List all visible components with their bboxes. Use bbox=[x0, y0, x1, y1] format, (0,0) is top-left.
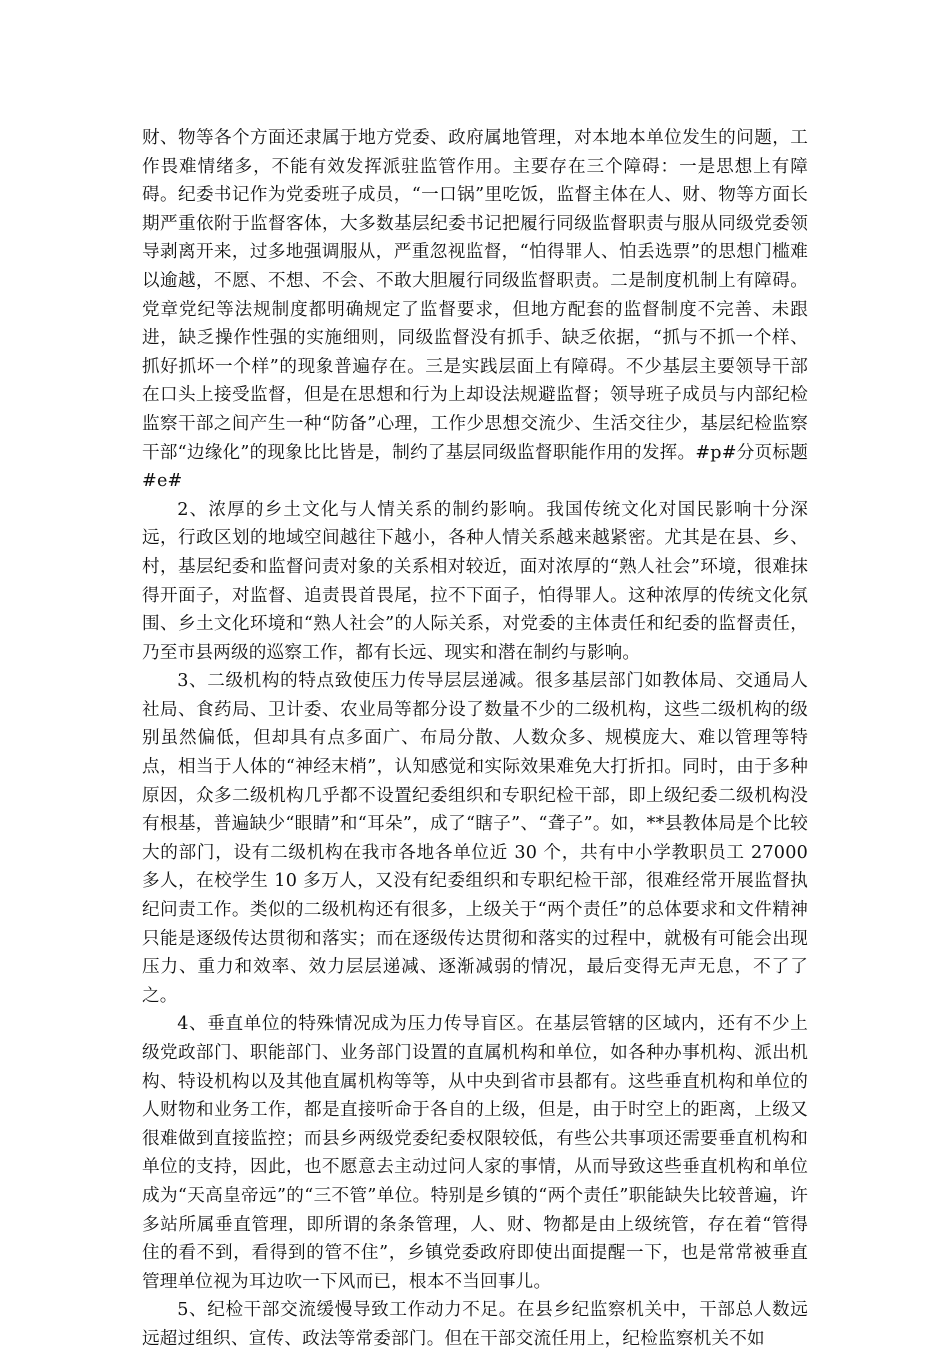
document-page bbox=[142, 124, 808, 1354]
paragraph-3: 3、二级机构的特点致使压力传导层层递减。很多基层部门如教体局、交通局人社局、食药局、卫计委、农业局等都分设了数量不少的二级机构，这些二级机构的级别虽然偏低，但却具有点多面广、布局分散、人数众多、规模庞大、难以管理等特点，相当于人体的“神经末梢”，认知感觉和实际效果难免大打折扣。同时，由于多种原因，众多二级机构几乎都不设置纪委组织和专职纪检干部，即上级纪委二级机构没有根基，普遍缺少“眼睛”和“耳朵”，成了“瞎子”、“聋子”。如，**县教体局是个比较大的部门，设有二级机构在我市各地各单位近 30 个，共有中小学教职员工 27000 多人，在校学生 10 多万人，又没有纪委组织和专职纪检干部，很难经常开展监督执纪问责工作。类似的二级机构还有很多，上级关于“两个责任”的总体要求和文件精神只能是逐级传达贯彻和落实；而在逐级传达贯彻和落实的过程中，就极有可能会出现压力、重力和效率、效力层层递减、逐渐减弱的情况，最后变得无声无息，不了了之。 bbox=[142, 671, 808, 1006]
paragraph-4: 4、垂直单位的特殊情况成为压力传导盲区。在基层管辖的区域内，还有不少上级党政部门、职能部门、业务部门设置的直属机构和单位，如各种办事机构、派出机构、特设机构以及其他直属机构等等，从中央到省市县都有。这些垂直机构和单位的人财物和业务工作，都是直接听命于各自的上级，但是，由于时空上的距离，上级又很难做到直接监控；而县乡两级党委纪委权限较低，有些公共事项还需要垂直机构和单位的支持，因此，也不愿意去主动过问人家的事情，从而导致这些垂直机构和单位成为“天高皇帝远”的“三不管”单位。特别是乡镇的“两个责任”职能缺失比较普遍，许多站所属垂直管理，即所谓的条条管理，人、财、物都是由上级统管，存在着“管得住的看不到，看得到的管不住”，乡镇党委政府即使出面提醒一下，也是常常被垂直管理单位视为耳边吹一下风而已，根本不当回事儿。 bbox=[142, 1014, 808, 1292]
paragraph-5: 5、纪检干部交流缓慢导致工作动力不足。在县乡纪监察机关中，干部总人数远远超过组织、宣传、政法等常委部门。但在干部交流任用上，纪检监察机关不如 bbox=[142, 1300, 808, 1349]
paragraph-continued: 财、物等各个方面还隶属于地方党委、政府属地管理，对本地本单位发生的问题，工作畏难情绪多，不能有效发挥派驻监管作用。主要存在三个障碍：一是思想上有障碍。纪委书记作为党委班子成员，“一口锅”里吃饭，监督主体在人、财、物等方面长期严重依附于监督客体，大多数基层纪委书记把履行同级监督职责与服从同级党委领导剥离开来，过多地强调服从，严重忽视监督，“怕得罪人、怕丢选票”的思想门槛难以逾越，不愿、不想、不会、不敢大胆履行同级监督职责。二是制度机制上有障碍。党章党纪等法规制度都明确规定了监督要求，但地方配套的监督制度不完善、未跟进，缺乏操作性强的实施细则，同级监督没有抓手、缺乏依据，“抓与不抓一个样、抓好抓坏一个样”的现象普遍存在。三是实践层面上有障碍。不少基层主要领导干部在口头上接受监督，但是在思想和行为上却设法规避监督；领导班子成员与内部纪检监察干部之间产生一种“防备”心理，工作少思想交流少、生活交往少，基层纪检监察干部“边缘化”的现象比比皆是，制约了基层同级监督职能作用的发挥。#p#分页标题#e# bbox=[142, 128, 808, 492]
paragraph-2: 2、浓厚的乡土文化与人情关系的制约影响。我国传统文化对国民影响十分深远，行政区划的地域空间越往下越小，各种人情关系越来越紧密。尤其是在县、乡、村，基层纪委和监督问责对象的关系相对较近，面对浓厚的“熟人社会”环境，很难抹得开面子，对监督、追责畏首畏尾，拉不下面子，怕得罪人。这种浓厚的传统文化氛围、乡土文化环境和“熟人社会”的人际关系，对党委的主体责任和纪委的监督责任，乃至市县两级的巡察工作，都有长远、现实和潜在制约与影响。 bbox=[142, 499, 808, 663]
